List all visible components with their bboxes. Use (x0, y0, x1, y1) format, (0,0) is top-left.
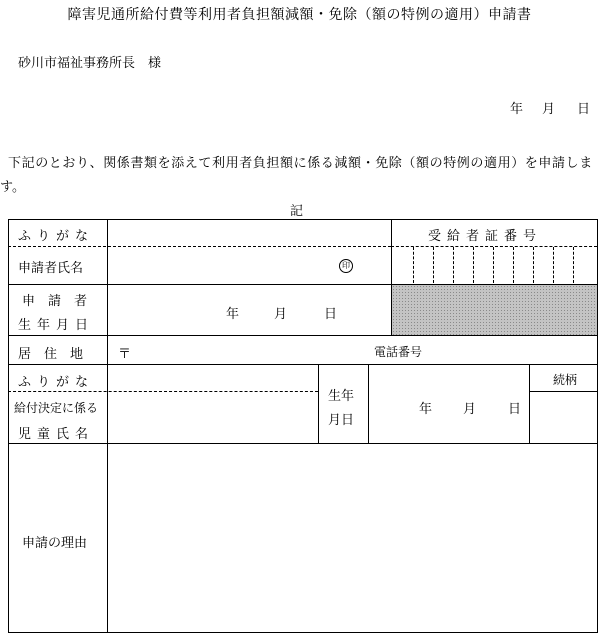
child-name-label-line1: 給付決定に係る (14, 401, 99, 415)
address-label: 居 住 地 (18, 347, 84, 362)
applicant-birth-label-line1: 申 請 者 (22, 294, 88, 309)
birth-day-label: 日 (324, 307, 338, 322)
furigana-label: ふりがな (18, 229, 95, 244)
child-birth-label-line1: 生年 (328, 389, 355, 404)
furigana-separator (8, 246, 391, 247)
digit-divider (473, 247, 474, 283)
shaded-unused-cell (392, 285, 597, 335)
intro-text-line2: す。 (0, 180, 25, 195)
reason-label: 申請の理由 (22, 536, 88, 551)
row-separator (8, 443, 598, 444)
row-separator (8, 335, 598, 336)
date-day-label: 日 (577, 102, 591, 117)
table-border-bottom (8, 632, 598, 633)
application-form-table (8, 219, 598, 633)
digit-divider (533, 247, 534, 283)
digit-divider (413, 247, 414, 283)
relationship-header-line (529, 391, 597, 392)
recipient-number-label: 受給者証番号 (428, 229, 543, 244)
child-birth-year-label: 年 (419, 402, 433, 417)
relationship-divider (529, 364, 530, 443)
birth-year-label: 年 (226, 307, 240, 322)
child-name-label-line2: 児童氏名 (18, 427, 95, 442)
label-column-divider (107, 219, 108, 633)
applicant-birth-label-line2: 生年月日 (18, 318, 95, 333)
child-birth-value-divider (368, 364, 369, 443)
applicant-name-label: 申請者氏名 (18, 261, 84, 276)
child-furigana-label: ふりがな (18, 375, 95, 390)
phone-label: 電話番号 (374, 345, 423, 359)
date-month-label: 月 (542, 102, 556, 117)
child-furigana-separator (8, 391, 318, 392)
digit-divider (513, 247, 514, 283)
addressee-suffix: 様 (148, 56, 162, 71)
child-birth-month-label: 月 (463, 402, 477, 417)
child-birth-label-line2: 月日 (328, 413, 355, 428)
child-birth-divider (318, 364, 319, 443)
digit-divider (433, 247, 434, 283)
row-separator (8, 364, 598, 365)
recipient-header-separator (391, 246, 597, 247)
intro-text-line1: 下記のとおり、関係書類を添えて利用者負担額に係る減額・免除（額の特例の適用）を申請しま (8, 156, 593, 171)
digit-divider (493, 247, 494, 283)
birth-month-label: 月 (274, 307, 288, 322)
digit-divider (553, 247, 554, 283)
child-birth-day-label: 日 (508, 402, 522, 417)
table-border-top (8, 219, 598, 220)
ki-heading: 記 (290, 204, 304, 219)
relationship-label: 続柄 (553, 373, 578, 387)
digit-divider (453, 247, 454, 283)
document-title: 障害児通所給付費等利用者負担額減額・免除（額の特例の適用）申請書 (67, 7, 532, 23)
addressee: 砂川市福祉事務所長 (18, 56, 136, 71)
date-year-label: 年 (510, 102, 524, 117)
seal-mark: 印 (339, 259, 353, 273)
digit-divider (573, 247, 574, 283)
postal-mark: 〒 (118, 347, 132, 362)
table-border-left (8, 219, 9, 633)
table-border-right (597, 219, 598, 633)
